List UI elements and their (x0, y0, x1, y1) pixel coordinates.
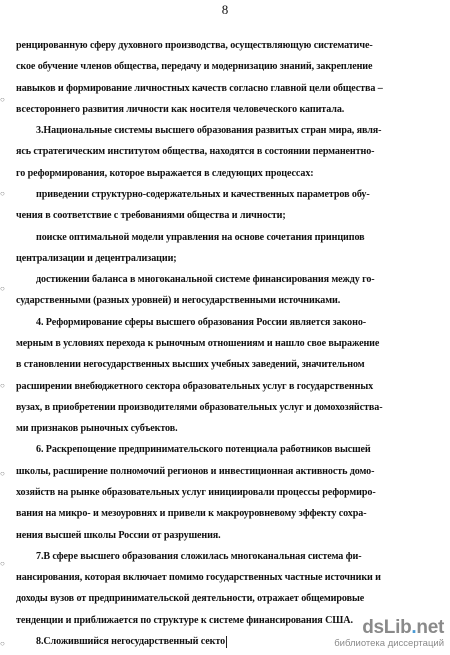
text-line: го реформирования, которое выражается в следующих процессах: (16, 168, 314, 179)
page-number: 8 (221, 2, 229, 17)
margin-mark-icon: ○ (0, 639, 5, 648)
text-cursor (226, 636, 227, 648)
text-line: хозяйств на рынке образовательных услуг инициировали процессы реформиро- (16, 487, 376, 498)
text-line: 4. Реформирование сферы высшего образования России является законо- (36, 317, 367, 328)
margin-mark-icon: ○ (0, 559, 5, 568)
text-line: ское обучение членов общества, передачу и модернизацию знаний, закрепление (16, 61, 373, 72)
text-line: всестороннего развития личности как носителя человеческого капитала. (16, 104, 345, 115)
margin-mark-icon: ○ (0, 284, 5, 293)
watermark-brand-tld: net (416, 617, 444, 638)
text-line: 7.В сфере высшего образования сложилась многоканальная система фи- (36, 551, 362, 562)
text-line: навыков и формирование личностных качеств согласно главной цели общества – (16, 83, 383, 94)
watermark-brand (362, 617, 444, 639)
text-line: вузах, в приобретении производителями образовательных услуг и домохозяйства- (16, 402, 383, 413)
text-line: поиске оптимальной модели управления на основе сочетания принципов (36, 232, 365, 243)
text-line: централизации и децентрализации; (16, 253, 177, 264)
margin-mark-icon: ○ (0, 469, 5, 478)
text-line: 8.Сложившийся негосударственный секто (36, 636, 226, 647)
watermark-subtitle: библиотека диссертаций (334, 638, 444, 649)
text-line: мерным в условиях перехода к рыночным отношениям и нашло свое выражение (16, 338, 380, 349)
text-line: школы, расширение полномочий регионов и инвестиционная активность домо- (16, 466, 375, 477)
text-line: ясь стратегическим институтом общества, находятся в состоянии перманентно- (16, 146, 375, 157)
watermark-brand-dot: . (411, 617, 417, 638)
text-line: сударственными (разных уровней) и негосударственными источниками. (16, 295, 341, 306)
text-line: тенденции и приближается по структуре к системе финансирования США. (16, 615, 353, 626)
margin-mark-icon: ○ (0, 381, 5, 390)
text-line: нения высшей школы России от разрушения. (16, 530, 221, 541)
text-line: 6. Раскрепощение предпринимательского потенциала работников высшей (36, 444, 371, 455)
watermark-brand-name: dsLib (362, 617, 412, 638)
text-line: нансирования, которая включает помимо государственных частные источники и (16, 572, 381, 583)
text-line: приведении структурно-содержательных и качественных параметров обу- (36, 189, 370, 200)
text-line: расширении внебюджетного сектора образовательных услуг в государственных (16, 381, 374, 392)
text-line: в становлении негосударственных высших учебных заведений, значительном (16, 359, 365, 370)
left-margin-marks (0, 0, 8, 655)
text-line: достижении баланса в многоканальной системе финансирования между го- (36, 274, 375, 285)
text-line: 3.Национальные системы высшего образования развитых стран мира, явля- (36, 125, 382, 136)
text-line: ренцированную сферу духовного производства, осуществляющую систематиче- (16, 40, 373, 51)
text-line: ми признаков рыночных субъектов. (16, 423, 178, 434)
text-line: чения в соответствие с требованиями общества и личности; (16, 210, 286, 221)
text-line: доходы вузов от предпринимательской деятельности, отражает общемировые (16, 593, 365, 604)
text-line: вания на микро- и мезоуровнях и привели к макроуровневому эффекту сохра- (16, 508, 367, 519)
watermark-logo (324, 617, 444, 651)
margin-mark-icon: ○ (0, 189, 5, 198)
margin-mark-icon: ○ (0, 95, 5, 104)
